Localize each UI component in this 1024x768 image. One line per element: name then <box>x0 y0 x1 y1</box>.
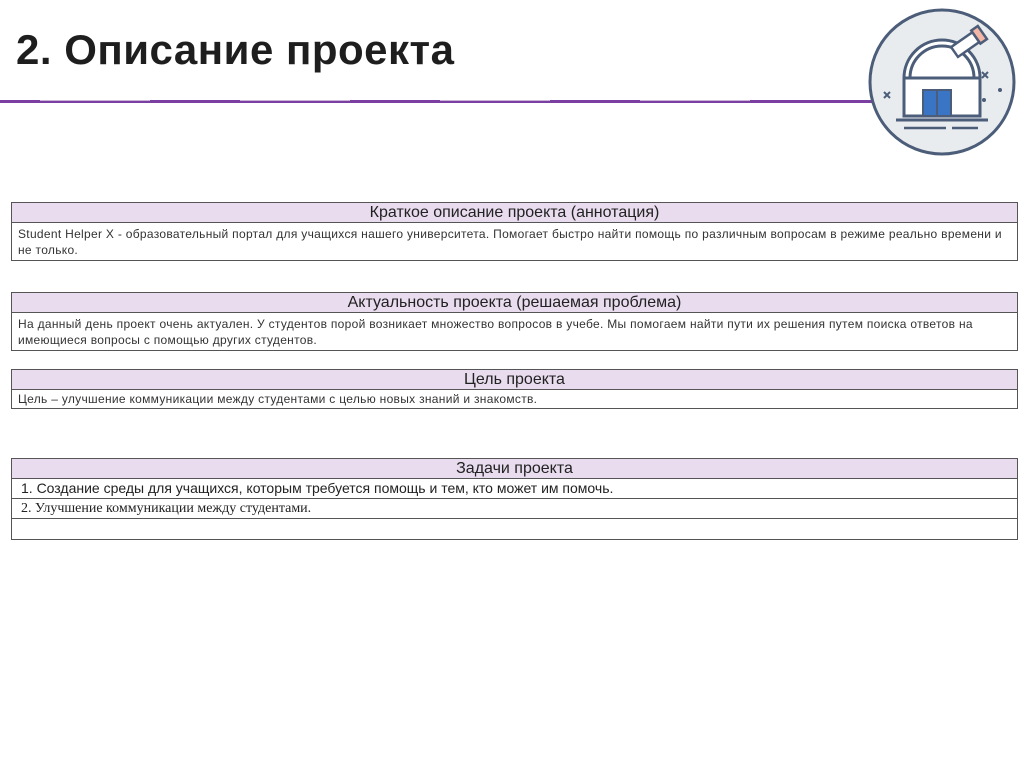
annotation-text: Student Helper X - образовательный портал для учащихся нашего университета. Помогает быстро найти помощь по различным вопросам в режиме реально времени и не только. <box>18 227 1002 257</box>
tasks-header: Задачи проекта <box>12 459 1017 479</box>
tasks-block <box>11 458 1018 540</box>
relevance-text: На данный день проект очень актуален. У студентов порой возникает множество вопросов в учебе. Мы помогаем найти пути их решения путем поиска ответов на имеющиеся вопросы с помощью других студентов. <box>18 317 973 347</box>
observatory-icon <box>866 6 1018 158</box>
annotation-block <box>11 202 1018 261</box>
annotation-header: Краткое описание проекта (аннотация) <box>12 203 1017 223</box>
task-item <box>12 499 1017 519</box>
task-item <box>12 519 1017 539</box>
task-item-text: 2. Улучшение коммуникации между студентами. <box>21 501 312 516</box>
goal-block <box>11 369 1018 409</box>
relevance-header: Актуальность проекта (решаемая проблема) <box>12 293 1017 313</box>
task-item-text: 1. Создание среды для учащихся, которым требуется помощь и тем, кто может им помочь. <box>21 480 614 496</box>
goal-text: Цель – улучшение коммуникации между студентами с целью новых знаний и знакомств. <box>18 392 538 406</box>
title-underline <box>0 100 880 104</box>
task-item <box>12 479 1017 499</box>
relevance-block <box>11 292 1018 351</box>
page-title: 2. Описание проекта <box>16 26 455 73</box>
goal-header: Цель проекта <box>12 370 1017 390</box>
